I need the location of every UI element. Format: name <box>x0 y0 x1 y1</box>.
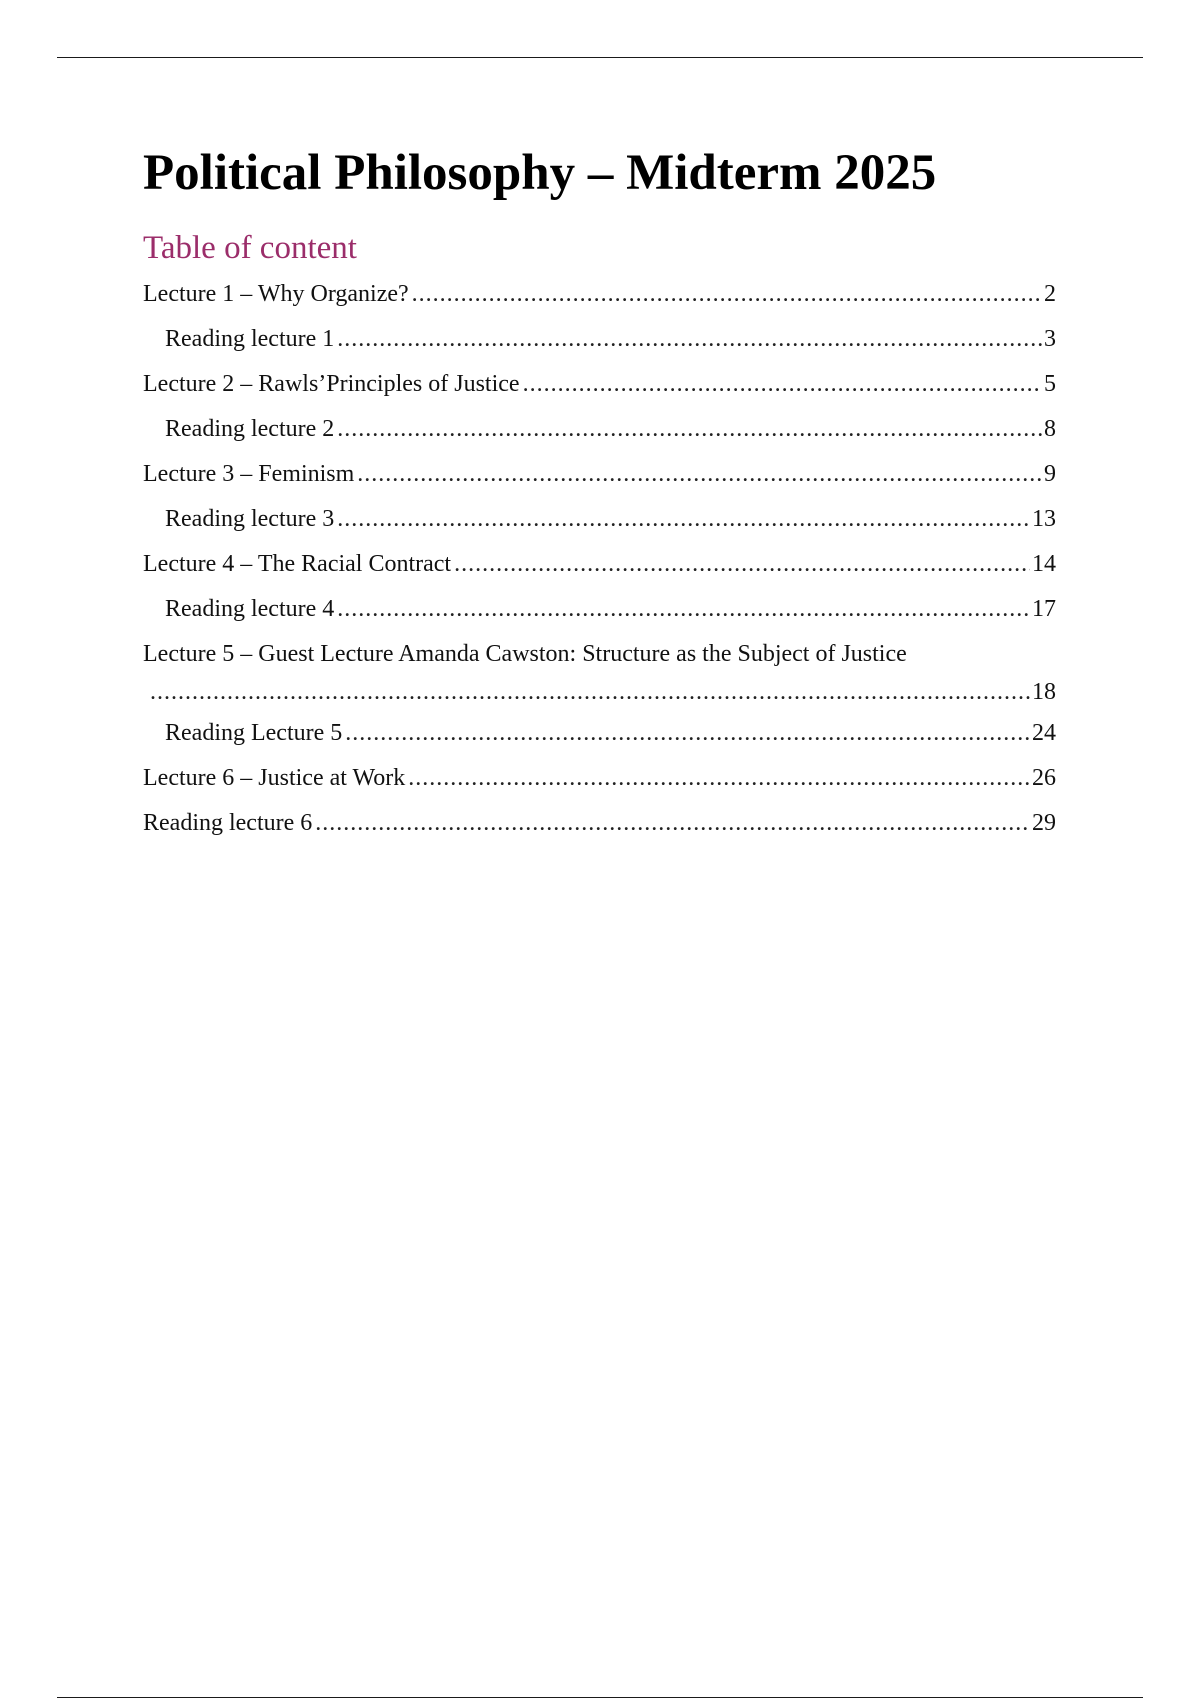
toc-dot-leader <box>412 279 1042 309</box>
toc-page-number: 5 <box>1044 371 1056 397</box>
toc-entry-reading-4[interactable] <box>143 587 1056 632</box>
toc-dot-leader <box>337 594 1030 624</box>
toc-dot-leader <box>454 549 1030 579</box>
toc-entry-lecture-3[interactable] <box>143 452 1056 497</box>
toc-page-number: 3 <box>1044 326 1056 352</box>
toc-entry-reading-1[interactable] <box>143 317 1056 362</box>
toc-entry-label: Reading lecture 2 <box>165 416 335 442</box>
toc-entry-label: Lecture 4 – The Racial Contract <box>143 551 452 577</box>
toc-entry-reading-5[interactable] <box>143 711 1056 756</box>
header-rule <box>57 57 1143 58</box>
toc-entry-label: Lecture 5 – Guest Lecture Amanda Cawston: Structure as the Subject of Justice <box>143 641 907 667</box>
toc-page-number: 13 <box>1032 506 1056 532</box>
toc-page-number: 9 <box>1044 461 1056 487</box>
toc-entry-label: Reading Lecture 5 <box>165 720 343 746</box>
toc-entry-label: Reading lecture 3 <box>165 506 335 532</box>
toc-entry-lecture-6[interactable] <box>143 756 1056 801</box>
toc-entry-label: Reading lecture 6 <box>143 810 313 836</box>
toc-page-number: 14 <box>1032 551 1056 577</box>
toc-dot-leader <box>315 808 1030 838</box>
toc-entry-reading-2[interactable] <box>143 407 1056 452</box>
toc-entry-lecture-4[interactable] <box>143 542 1056 587</box>
toc-dot-leader <box>337 324 1042 354</box>
toc-entry-lecture-2[interactable] <box>143 362 1056 407</box>
toc-page-number: 29 <box>1032 810 1056 836</box>
toc-entry-reading-3[interactable] <box>143 497 1056 542</box>
toc-dot-leader <box>408 763 1030 793</box>
toc-heading: Table of content <box>143 230 357 266</box>
toc-page-number: 18 <box>1032 679 1056 705</box>
toc-dot-leader <box>357 459 1042 489</box>
document-page <box>143 140 1056 846</box>
toc-page-number: 17 <box>1032 596 1056 622</box>
footer-rule <box>57 1697 1143 1698</box>
toc-entry-label: Reading lecture 4 <box>165 596 335 622</box>
toc-page-number: 8 <box>1044 416 1056 442</box>
toc-dot-leader <box>337 414 1042 444</box>
toc-dot-leader <box>337 504 1030 534</box>
document-title: Political Philosophy – Midterm 2025 <box>143 145 937 201</box>
toc-entry-lecture-5[interactable] <box>143 632 1056 711</box>
toc-entry-label: Lecture 2 – Rawls’Principles of Justice <box>143 371 520 397</box>
toc-page-number: 24 <box>1032 720 1056 746</box>
toc-entry-label: Reading lecture 1 <box>165 326 335 352</box>
toc-entry-reading-6[interactable] <box>143 801 1056 846</box>
table-of-contents <box>143 272 1056 846</box>
toc-entry-label: Lecture 3 – Feminism <box>143 461 355 487</box>
toc-entry-label: Lecture 1 – Why Organize? <box>143 281 409 307</box>
toc-dot-leader <box>150 677 1030 707</box>
toc-entry-label: Lecture 6 – Justice at Work <box>143 765 406 791</box>
toc-dot-leader <box>345 718 1030 748</box>
toc-entry-lecture-1[interactable] <box>143 272 1056 317</box>
toc-page-number: 26 <box>1032 765 1056 791</box>
toc-dot-leader <box>523 369 1042 399</box>
toc-page-number: 2 <box>1044 281 1056 307</box>
